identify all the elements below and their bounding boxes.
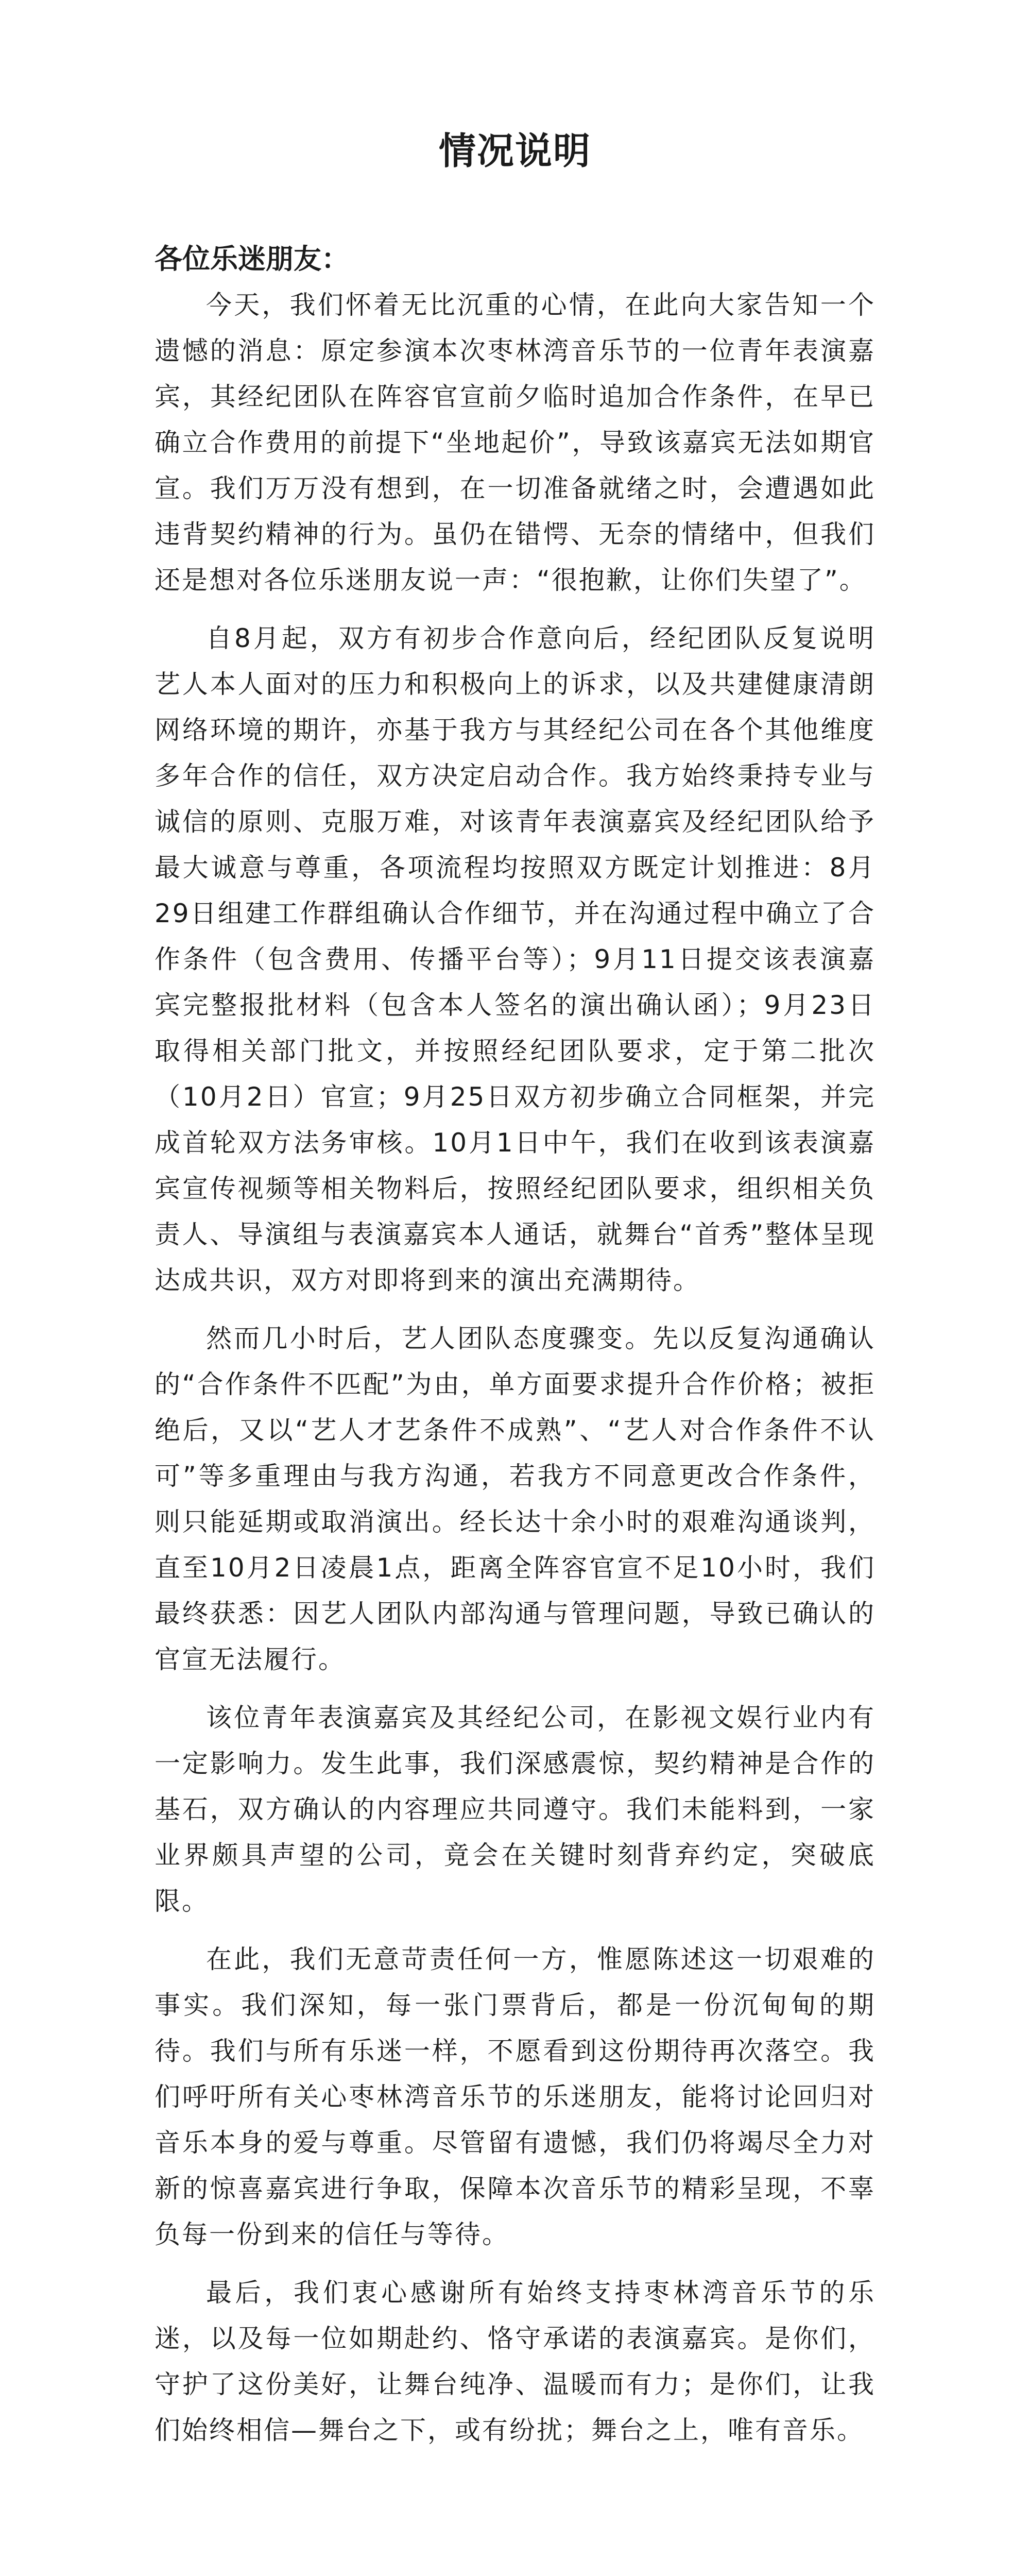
paragraph-timeline: 自8月起，双方有初步合作意向后，经纪团队反复说明艺人本人面对的压力和积极向上的诉求，以及共建健康清朗网络环境的期许，亦基于我方与其经纪公司在各个其他维度多年合作的信任，双方决定启动合作。我方始终秉持专业与诚信的原则、克服万难，对该青年表演嘉宾及经纪团队给予最大诚意与尊重，各项流程均按照双方既定计划推进：8月29日组建工作群组确认合作细节，并在沟通过程中确立了合作条件（包含费用、传播平台等）；9月11日提交该表演嘉宾完整报批材料（包含本人签名的演出确认函）；9月23日取得相关部门批文，并按照经纪团队要求，定于第二批次（10月2日）官宣；9月25日双方初步确立合同框架，并完成首轮双方法务审核。10月1日中午，我们在收到该表演嘉宾宣传视频等相关物料后，按照经纪团队要求，组织相关负责人、导演组与表演嘉宾本人通话，就舞台“首秀”整体呈现达成共识，双方对即将到来的演出充满期待。 bbox=[154, 623, 876, 1295]
greeting: 各位乐迷朋友： bbox=[154, 243, 349, 275]
paragraph-announcement: 今天，我们怀着无比沉重的心情，在此向大家告知一个遗憾的消息：原定参演本次枣林湾音乐节的一位青年表演嘉宾，其经纪团队在阵容官宣前夕临时追加合作条件，在早已确立合作费用的前提下“坐地起价”，导致该嘉宾无法如期官宣。我们万万没有想到，在一切准备就绪之时，会遭遇如此违背契约精神的行为。虽仍在错愕、无奈的情绪中，但我们还是想对各位乐迷朋友说一声：“很抱歉，让你们失望了”。 bbox=[154, 290, 876, 595]
paragraph-thanks: 最后，我们衷心感谢所有始终支持枣林湾音乐节的乐迷，以及每一位如期赴约、恪守承诺的表演嘉宾。是你们，守护了这份美好，让舞台纯净、温暖而有力；是你们，让我们始终相信—舞台之下，或有纷扰；舞台之上，唯有音乐。 bbox=[154, 2278, 876, 2445]
document-body bbox=[154, 282, 876, 2466]
document-title: 情况说明 bbox=[438, 129, 591, 173]
paragraph-company-statement: 该位青年表演嘉宾及其经纪公司，在影视文娱行业内有一定影响力。发生此事，我们深感震惊，契约精神是合作的基石，双方确认的内容理应共同遵守。我们未能料到，一家业界颇具声望的公司，竟会在关键时刻背弃约定，突破底限。 bbox=[154, 1703, 876, 1916]
paragraph-attitude-change: 然而几小时后，艺人团队态度骤变。先以反复沟通确认的“合作条件不匹配”为由，单方面要求提升合作价格；被拒绝后，又以“艺人才艺条件不成熟”、“艺人对合作条件不认可”等多重理由与我方沟通，若我方不同意更改合作条件，则只能延期或取消演出。经长达十余小时的艰难沟通谈判，直至10月2日凌晨1点，距离全阵容官宣不足10小时，我们最终获悉：因艺人团队内部沟通与管理问题，导致已确认的官宣无法履行。 bbox=[154, 1324, 876, 1674]
paragraph-appeal: 在此，我们无意苛责任何一方，惟愿陈述这一切艰难的事实。我们深知，每一张门票背后，都是一份沉甸甸的期待。我们与所有乐迷一样，不愿看到这份期待再次落空。我们呼吁所有关心枣林湾音乐节的乐迷朋友，能将讨论回归对音乐本身的爱与尊重。尽管留有遗憾，我们仍将竭尽全力对新的惊喜嘉宾进行争取，保障本次音乐节的精彩呈现，不辜负每一份到来的信任与等待。 bbox=[154, 1944, 876, 2249]
